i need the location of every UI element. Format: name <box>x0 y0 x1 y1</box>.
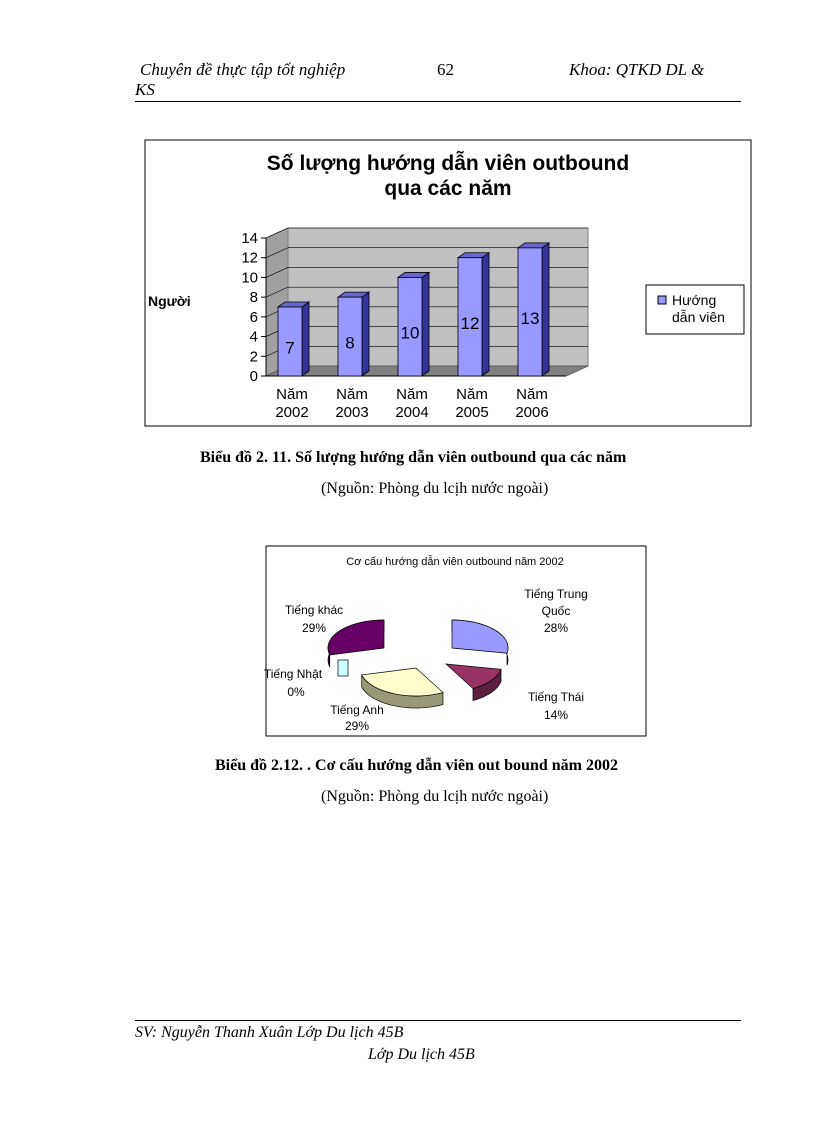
pie-pct-label: 29% <box>344 719 370 733</box>
y-tick-label: 0 <box>249 368 258 385</box>
y-tick-label: 8 <box>249 289 258 307</box>
bar-value-label: 10 <box>400 323 420 343</box>
bar-value-label: 13 <box>520 308 540 328</box>
x-tick-label: Năm <box>516 386 548 403</box>
legend-label-line2: dẫn viên <box>672 309 725 325</box>
bar-chart-title: Số lượng hướng dẫn viên outbound <box>266 152 630 175</box>
pie-pct-label: 0% <box>287 685 305 699</box>
y-tick-label: 14 <box>241 230 258 247</box>
pie-label: Tiếng Thái <box>527 690 585 704</box>
x-tick-label: 2004 <box>395 404 429 421</box>
x-tick-label: Năm <box>456 386 488 403</box>
x-tick-label: Năm <box>396 386 428 403</box>
pie-label: Tiếng khác <box>284 603 344 617</box>
pie-label: Tiếng Nhật <box>263 667 323 681</box>
x-tick-label: 2005 <box>455 404 489 421</box>
y-tick-label: 2 <box>249 348 258 366</box>
y-tick-label: 12 <box>241 249 258 267</box>
header-right-text: Khoa: QTKD DL & <box>569 60 705 79</box>
bar-chart-ylabel: Người <box>148 293 191 309</box>
pie-label: Tiếng Trung <box>524 587 588 601</box>
chart1-source: (Nguồn: Phòng du lcịh nước ngoài) <box>321 480 549 497</box>
pie-pct-label: 28% <box>543 621 569 635</box>
pie-slice <box>338 660 348 676</box>
x-tick-label: 2006 <box>515 404 549 421</box>
y-tick-label: 6 <box>249 308 258 326</box>
footer-line1: SV: Nguyễn Thanh Xuân Lớp Du lịch 45B <box>135 1024 404 1041</box>
header-left-continued: KS <box>135 80 155 99</box>
bar-value-label: 12 <box>460 313 480 333</box>
chart1-caption: Biểu đồ 2. 11. Số lượng hướng dẫn viên outbound qua các năm <box>200 449 627 466</box>
bar-chart-title-line2: qua các năm <box>384 177 512 200</box>
chart2-caption: Biểu đồ 2.12. . Cơ cấu hướng dẫn viên out bound năm 2002 <box>215 757 618 774</box>
pie-label: Quốc <box>541 604 571 618</box>
page-number: 62 <box>437 60 454 79</box>
bar-value-label: 8 <box>345 333 355 353</box>
x-tick-label: Năm <box>276 386 308 403</box>
x-tick-label: 2002 <box>275 404 309 421</box>
pie-label: Tiếng Anh <box>330 703 384 717</box>
pie-chart-title: Cơ cấu hướng dẫn viên outbound năm 2002 <box>346 556 564 568</box>
y-tick-label: 4 <box>249 328 258 346</box>
footer-rule <box>135 1020 741 1021</box>
bar-value-label: 7 <box>285 338 295 358</box>
header-left-text: Chuyên đề thực tập tốt nghiệp <box>140 60 346 79</box>
y-tick-label: 10 <box>241 269 258 287</box>
pie-pct-label: 14% <box>543 708 569 722</box>
x-tick-label: 2003 <box>335 404 369 421</box>
pie-pct-label: 29% <box>301 621 327 635</box>
footer-line2: Lớp Du lịch 45B <box>368 1046 475 1063</box>
chart2-source: (Nguồn: Phòng du lcịh nước ngoài) <box>321 788 549 805</box>
x-tick-label: Năm <box>336 386 368 403</box>
legend-label-line1: Hướng <box>672 292 717 308</box>
